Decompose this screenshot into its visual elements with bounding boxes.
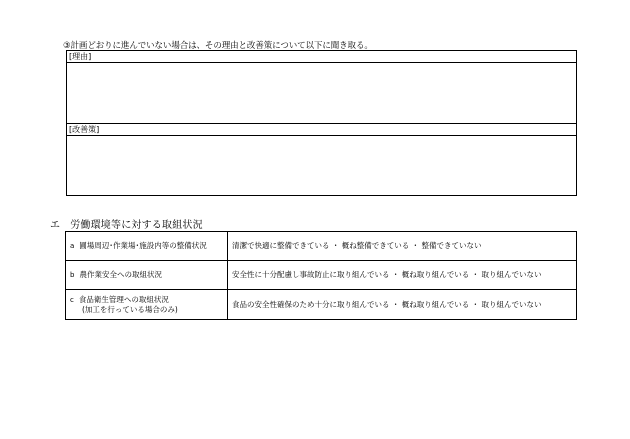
table-row (66, 290, 577, 320)
section-mark: エ (50, 220, 61, 231)
table-row (66, 232, 577, 261)
improvement-label: [改善策] (67, 124, 576, 136)
item-cell (66, 290, 228, 320)
section-title: 労働環境等に対する取組状況 (70, 220, 203, 231)
improvement-box[interactable] (66, 123, 577, 196)
item-label: 圃場周辺･作業場･施設内等の整備状況 (79, 241, 207, 250)
item-cell (66, 232, 228, 261)
item-label: 食品衛生管理への取組状況 (78, 294, 169, 304)
options-cell[interactable]: 清潔で快適に整備できている ・ 概ね整備できている ・ 整備できていない (228, 232, 577, 261)
reason-label: [理由] (67, 51, 576, 63)
item-letter: c (70, 295, 74, 304)
item-label: 農作業安全への取組状況 (79, 270, 162, 279)
item-note: (加工を行っている場合のみ) (82, 304, 178, 314)
item-letter: b (70, 271, 75, 279)
status-table (65, 231, 577, 320)
options-cell[interactable]: 食品の安全性確保のため十分に取り組んでいる ・ 概ね取り組んでいる ・ 取り組んでいない (228, 290, 577, 320)
table-row (66, 261, 577, 290)
section-heading (50, 216, 203, 231)
reason-box[interactable] (66, 50, 577, 124)
instruction-text: ③計画どおりに進んでいない場合は、その理由と改善策について以下に聞き取る。 (63, 41, 373, 51)
item-cell (66, 261, 228, 290)
item-letter: a (70, 242, 75, 250)
options-cell[interactable]: 安全性に十分配慮し事故防止に取り組んでいる ・ 概ね取り組んでいる ・ 取り組んでいない (228, 261, 577, 290)
